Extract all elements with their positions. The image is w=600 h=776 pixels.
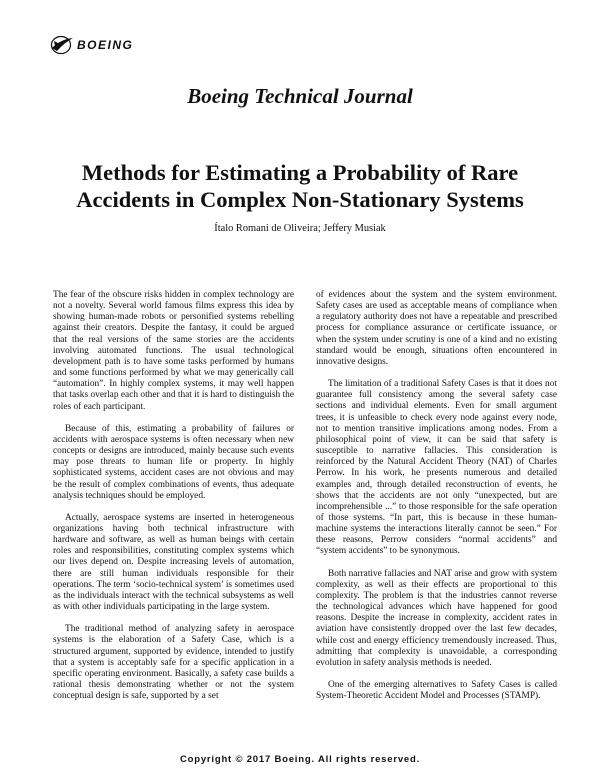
body-paragraph: Because of this, estimating a probability of failures or accidents with aerospace systems is often necessary when new concepts or designs are introduced, mainly because such events may pose threats to human life or property. In highly sophisticated systems, accident cases are not obvious and may be the result of complex combinations of events, thus adequate analysis techniques should be employed. [53, 423, 294, 501]
body-paragraph: One of the emerging alternatives to Safety Cases is called System-Theoretic Accident Model and Processes (STAMP). [316, 680, 557, 702]
body-paragraph: The limitation of a traditional Safety Cases is that it does not guarantee full consistency among the several safety case sections and individual elements. Even for small argument trees, it is unfeasible to check every node against every node, not to mention transitive implications among nodes. From a philosophical point of view, it can be said that safety is susceptible to narrative fallacies. This consideration is reinforced by the Natural Accident Theory (NAT) of Charles Perrow. In his work, he presents numerous and detailed examples and, through detailed reconstruction of events, he shows that the accidents are not only “unexpected, but are incomprehensible ...” to those responsible for the safe operation of those systems. “In part, this is because in these human-machine systems the interactions literally cannot be seen.” For these reasons, Perrow considers “normal accidents” and “system accidents” to be synonymous. [316, 379, 557, 557]
boeing-wordmark: BOEING [77, 38, 134, 52]
body-paragraph: Actually, aerospace systems are inserted in heterogeneous organizations having both technical infrastructure with hardware and software, as well as human beings with certain roles and responsibilities, constituting complex systems which our lives depend on. Despite increasing levels of automation, there are still human individuals responsible for their operations. The term ‘socio-technical system’ is sometimes used as the individuals interact with the technical subsystems as well as with other individuals participating in the large system. [53, 512, 294, 613]
left-column [53, 290, 294, 713]
copyright-footer: Copyright © 2017 Boeing. All rights reserved. [179, 754, 421, 765]
body-paragraph: The fear of the obscure risks hidden in complex technology are not a novelty. Several world famous films express this idea by showing human-made robots or personified systems rebelling against their creators. Despite the fantasy, it could be argued that the real versions of the same stories are the accidents involving automated functions. The usual technological development path is to have some tasks performed by humans and some functions performed by what we may generically call “automation”. In highly complex systems, it may well happen that tasks overlap each other and that it is hard to distinguish the roles of each participant. [53, 290, 294, 412]
article-title: Methods for Estimating a Probability of Rare Accidents in Complex Non-Stationary Systems [76, 160, 524, 212]
boeing-logo-icon [50, 34, 74, 56]
body-paragraph: Both narrative fallacies and NAT arise and grow with system complexity, as well as their effects are proportional to this complexity. The problem is that the industries cannot reverse the technological advances which have happened for good reasons. Despite the increase in complexity, accident rates in aviation have consistently dropped over the last few decades, while cost and energy efficiency tremendously increased. Thus, admitting that complexity is unavoidable, a corresponding evolution in safety analysis methods is needed. [316, 568, 557, 668]
article-authors: Ítalo Romani de Oliveira; Jeffery Musiak [214, 223, 386, 234]
right-column [316, 290, 557, 713]
body-paragraph: of evidences about the system and the system environment. Safety cases are used as acceptable means of compliance when a regulatory authority does not have a repeatable and prescribed process for compliance assurance or certificate issuance, or when the system under scrutiny is one of a kind and no existing standard would be enough, situations often encountered in innovative designs. [316, 290, 557, 367]
journal-title: Boeing Technical Journal [187, 84, 413, 108]
body-paragraph: The traditional method of analyzing safety in aerospace systems is the elaboration of a Safety Case, which is a structured argument, supported by evidence, intended to justify that a system is acceptably safe for a specific application in a specific operating environment. Basically, a safety case builds a rational thesis demonstrating whether or not the system conceptual design is safe, supported by a set [53, 624, 294, 702]
boeing-logo [50, 34, 133, 56]
